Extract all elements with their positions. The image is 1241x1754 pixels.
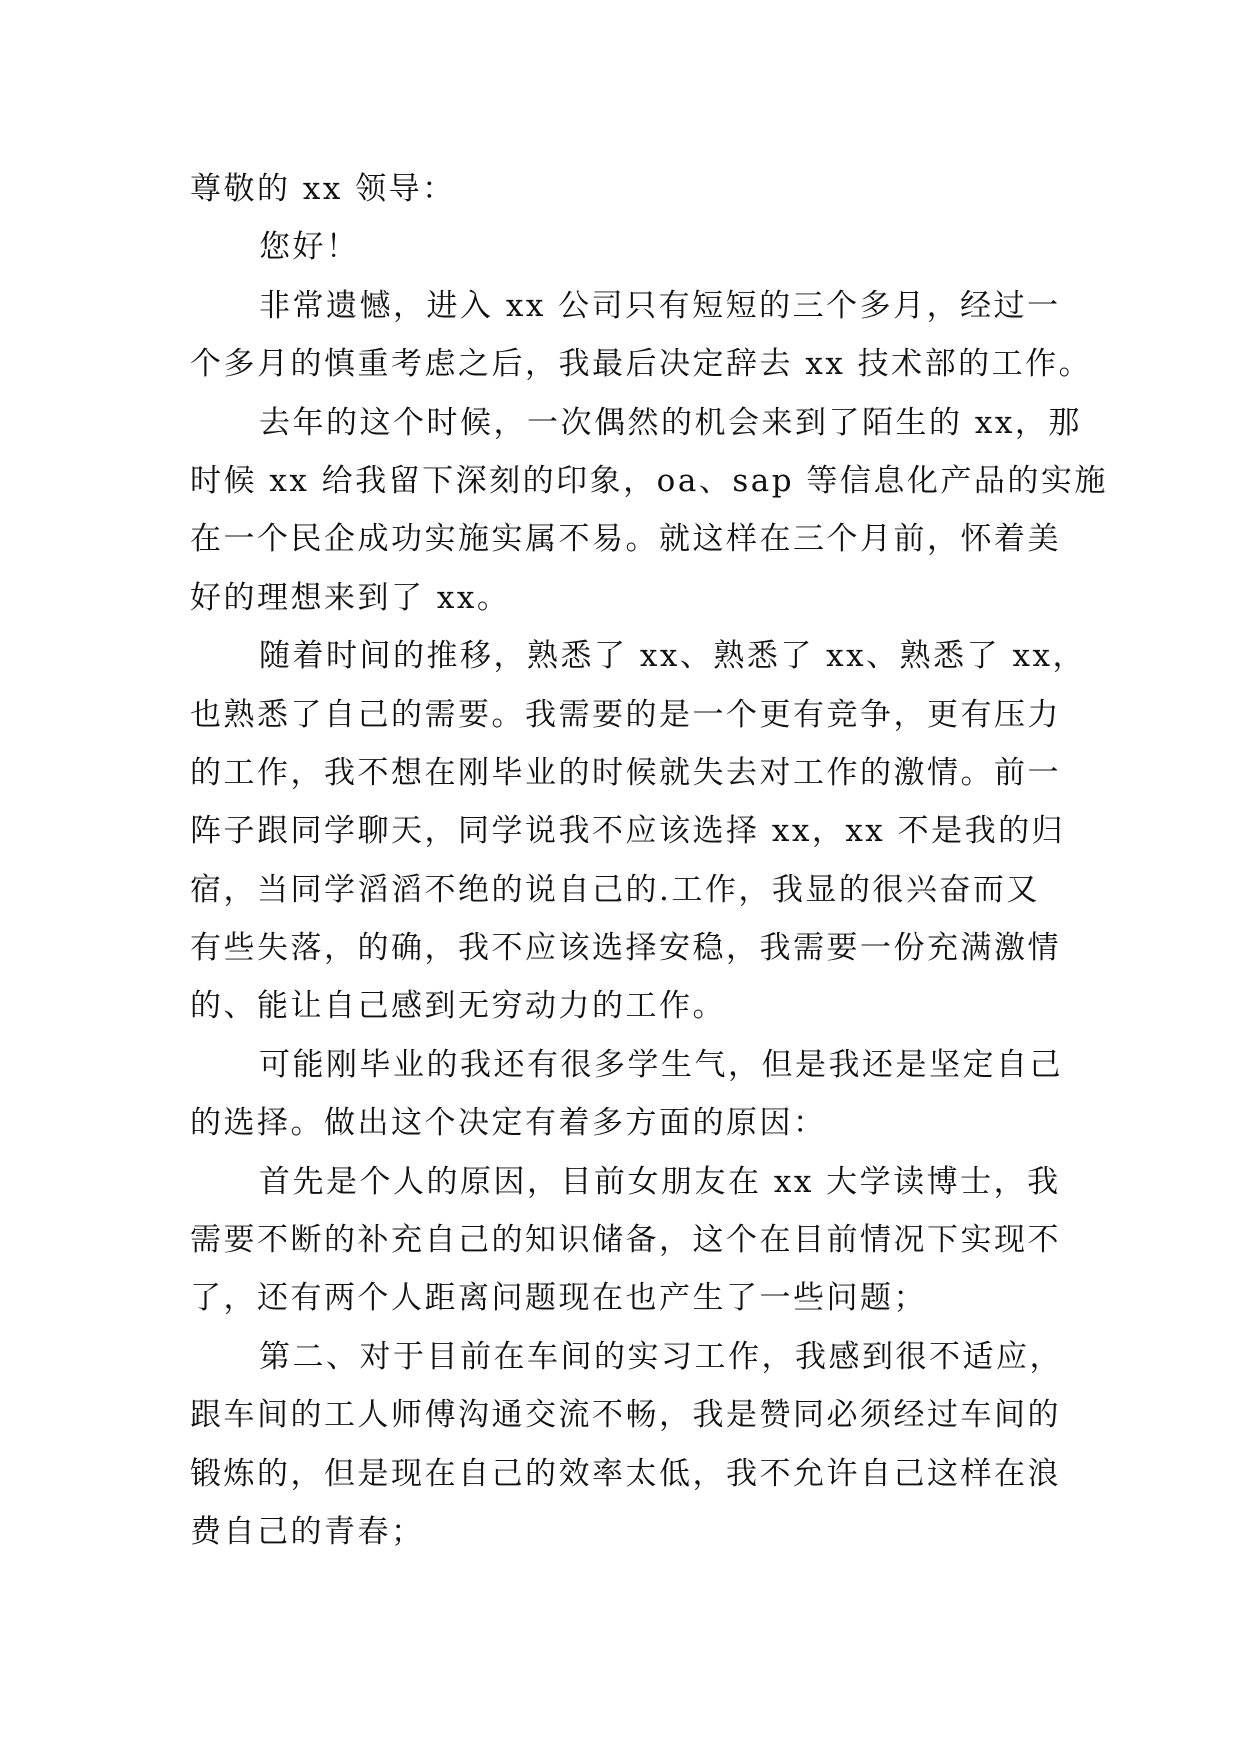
text-line: 第二、对于目前在车间的实习工作，我感到很不适应，	[259, 1338, 1063, 1375]
text-line: 好的理想来到了 xx。	[190, 579, 511, 616]
text-line: 锻炼的，但是现在自己的效率太低，我不允许自己这样在浪	[190, 1455, 1061, 1492]
text-line: 的选择。做出这个决定有着多方面的原因：	[190, 1105, 827, 1142]
text-line: 个多月的慎重考虑之后，我最后决定辞去 xx 技术部的工作。	[190, 346, 1093, 383]
text-line: 的工作，我不想在刚毕业的时候就失去对工作的激情。前一	[190, 754, 1061, 791]
text-line: 首先是个人的原因，目前女朋友在 xx 大学读博士，我	[259, 1163, 1061, 1200]
text-line: 时候 xx 给我留下深刻的印象，oa、sap 等信息化产品的实施	[190, 462, 1108, 499]
text-line: 的、能让自己感到无穷动力的工作。	[190, 988, 726, 1025]
text-line: 也熟悉了自己的需要。我需要的是一个更有竞争，更有压力	[190, 696, 1061, 733]
text-line: 去年的这个时候，一次偶然的机会来到了陌生的 xx，那	[259, 404, 1082, 441]
text-line: 可能刚毕业的我还有很多学生气，但是我还是坚定自己	[259, 1046, 1063, 1083]
text-line: 您好！	[259, 229, 360, 266]
text-line: 有些失落，的确，我不应该选择安稳，我需要一份充满激情	[190, 930, 1061, 967]
text-line: 阵子跟同学聊天，同学说我不应该选择 xx，xx 不是我的归	[190, 813, 1066, 850]
text-line: 随着时间的推移，熟悉了 xx、熟悉了 xx、熟悉了 xx，	[259, 638, 1086, 675]
letter-body	[190, 160, 1108, 1561]
text-line: 需要不断的补充自己的知识储备，这个在目前情况下实现不	[190, 1222, 1061, 1259]
text-line: 非常遗憾，进入 xx 公司只有短短的三个多月，经过一	[259, 287, 1061, 324]
text-line: 尊敬的 xx 领导：	[190, 171, 456, 207]
text-line: 了，还有两个人距离问题现在也产生了一些问题；	[190, 1280, 927, 1317]
text-line: 宿，当同学滔滔不绝的说自己的.工作，我显的很兴奋而又	[190, 871, 1040, 908]
text-line: 在一个民企成功实施实属不易。就这样在三个月前，怀着美	[190, 521, 1061, 558]
text-line: 跟车间的工人师傅沟通交流不畅，我是赞同必须经过车间的	[190, 1397, 1061, 1434]
text-line: 费自己的青春；	[190, 1513, 425, 1550]
